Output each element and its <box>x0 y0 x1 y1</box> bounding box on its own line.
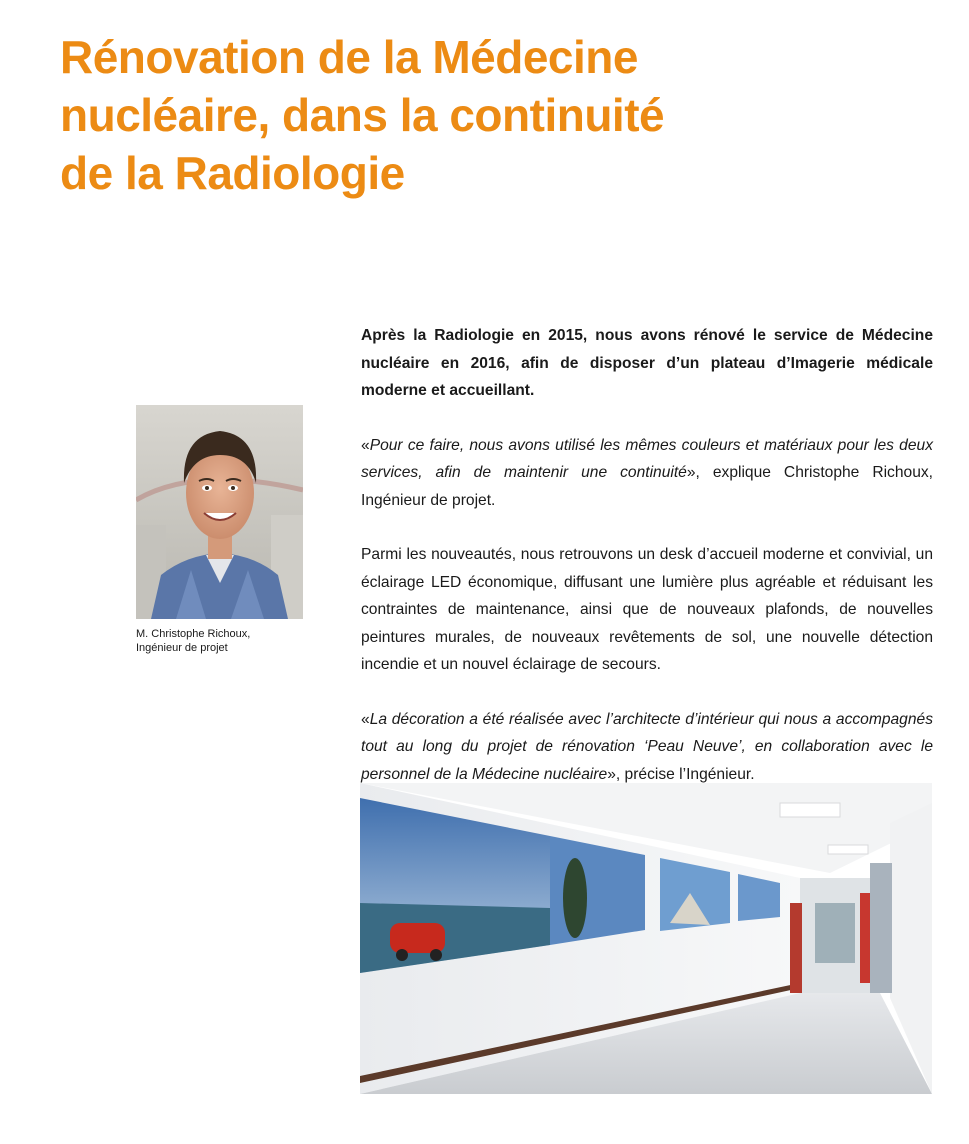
article-body <box>361 322 933 815</box>
title-line-1: Rénovation de la Médecine <box>60 31 638 83</box>
quote-2-open: « <box>361 710 370 728</box>
corridor-photo <box>360 783 932 1094</box>
news-paragraph: Parmi les nouveautés, nous retrouvons un desk d’accueil moderne et convivial, un éclairage LED économique, diffusant une lumière plus agréable et réduisant les contraintes de maintenance, ainsi que de nouveaux plafonds, de nouvelles peintures murales, de nouveaux revêtements de sol, une nouvelle détection incendie et un nouvel éclairage de secours. <box>361 546 933 673</box>
caption-role: Ingénieur de projet <box>136 642 228 654</box>
quote-2-text: La décoration a été réalisée avec l’architecte d’intérieur qui nous a accompagnés tout au long du projet de rénovation ‘Peau Neuve’, en collaboration avec le personnel de la Médecine nucléaire <box>361 710 933 783</box>
quote-2-attribution: », précise l’Ingénieur. <box>607 765 755 783</box>
title-line-3: de la Radiologie <box>60 147 405 199</box>
quote-paragraph-2 <box>361 706 933 789</box>
quote-1-open: « <box>361 436 370 454</box>
quote-paragraph-1 <box>361 432 933 515</box>
quote-1-attribution: », explique Christophe Richoux, Ingénieur de projet. <box>361 464 933 509</box>
title-line-2: nucléaire, dans la continuité <box>60 89 665 141</box>
corridor-illustration <box>360 783 932 1094</box>
portrait-photo <box>136 405 303 619</box>
quote-1-text: Pour ce faire, nous avons utilisé les mêmes couleurs et matériaux pour les deux services, afin de maintenir une continuité <box>361 436 933 481</box>
intro-paragraph: Après la Radiologie en 2015, nous avons rénové le service de Médecine nucléaire en 2016, afin de disposer d’un plateau d’Imagerie médicale moderne et accueillant. <box>361 327 933 399</box>
page-title <box>60 28 920 202</box>
caption-name: M. Christophe Richoux, <box>136 628 251 640</box>
portrait-illustration <box>136 405 303 619</box>
portrait-caption <box>136 627 336 655</box>
